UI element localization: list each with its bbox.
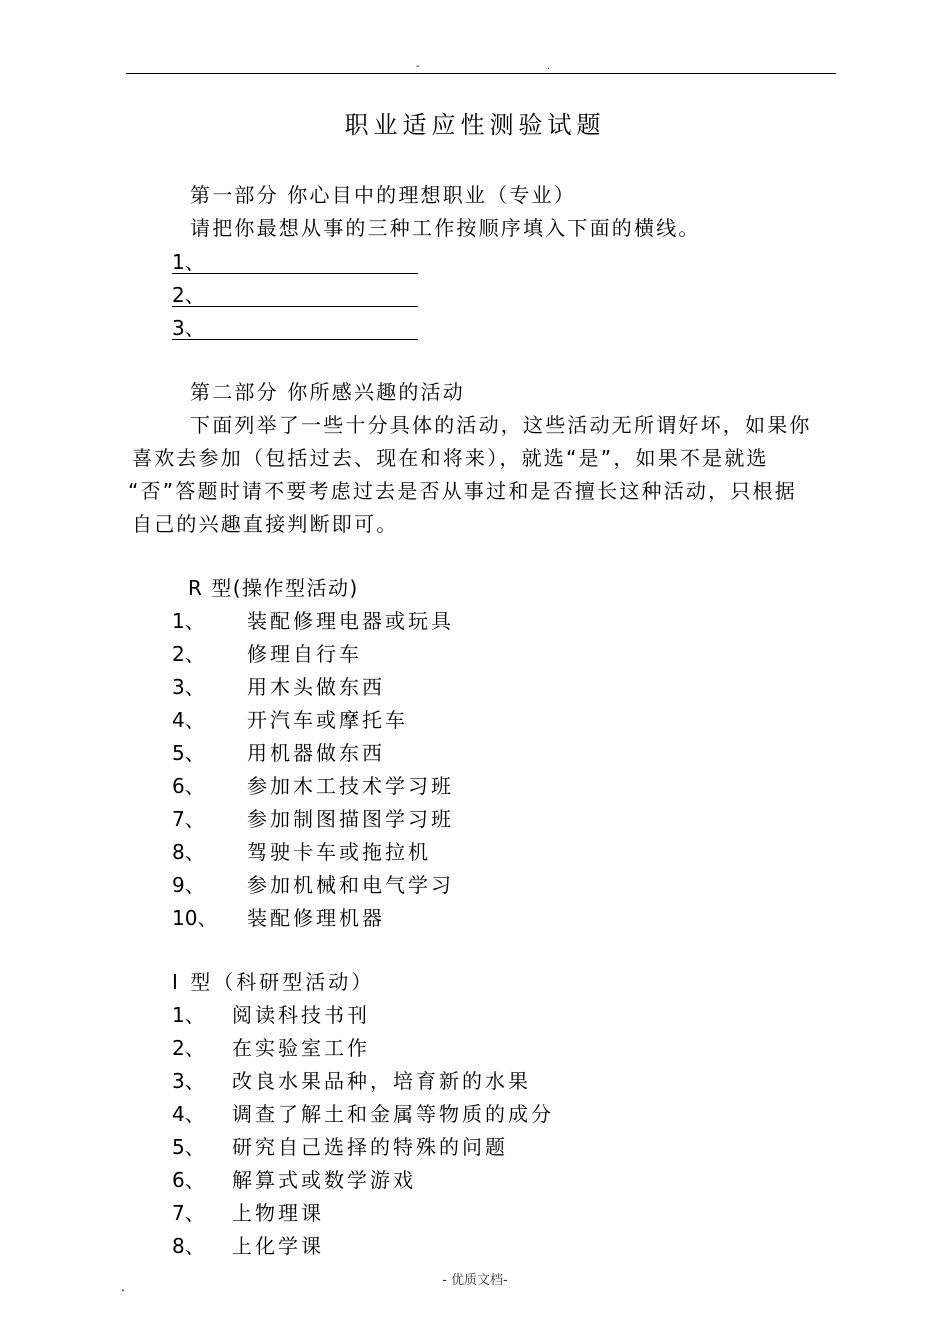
list-item-text: 在实验室工作 (232, 1036, 370, 1060)
list-item-number: 8、 (172, 1234, 205, 1258)
header-rule (126, 73, 836, 74)
answer-blank-2-label: 2、 (172, 283, 205, 307)
answer-blank-1-label: 1、 (172, 250, 205, 274)
list-item-text: 参加制图描图学习班 (247, 807, 454, 831)
list-item-number: 3、 (172, 1069, 205, 1093)
list-item-number: 6、 (172, 1168, 205, 1192)
list-item-number: 8、 (172, 840, 205, 864)
list-item-text: 修理自行车 (247, 642, 362, 666)
list-item-text: 调查了解土和金属等物质的成分 (232, 1102, 554, 1126)
list-item-text: 装配修理电器或玩具 (247, 609, 454, 633)
list-item-number: 10、 (172, 906, 218, 930)
page-footer: - 优质文档- (442, 1273, 508, 1288)
list-item-number: 7、 (172, 1201, 205, 1225)
part2-paragraph-line: 喜欢去参加（包括过去、现在和将来），就选“是”，如果不是就选 (132, 446, 769, 470)
answer-blank-3-label: 3、 (172, 316, 205, 340)
list-item-number: 5、 (172, 741, 205, 765)
answer-blank-2-line[interactable] (172, 306, 418, 307)
list-item-number: 2、 (172, 642, 205, 666)
list-item-number: 1、 (172, 609, 205, 633)
list-item-number: 4、 (172, 708, 205, 732)
list-item-text: 解算式或数学游戏 (232, 1168, 416, 1192)
list-item-number: 1、 (172, 1003, 205, 1027)
section-r-heading: R 型(操作型活动) (188, 576, 359, 600)
list-item-text: 用木头做东西 (247, 675, 385, 699)
list-item-text: 开汽车或摩托车 (247, 708, 408, 732)
list-item-text: 用机器做东西 (247, 741, 385, 765)
list-item-number: 2、 (172, 1036, 205, 1060)
section-i-heading: I 型（科研型活动） (172, 970, 375, 994)
list-item-text: 阅读科技书刊 (232, 1003, 370, 1027)
list-item-text: 上物理课 (232, 1201, 324, 1225)
list-item-text: 改良水果品种，培育新的水果 (232, 1069, 531, 1093)
part2-paragraph-line: 下面列举了一些十分具体的活动，这些活动无所谓好坏，如果你 (190, 413, 812, 437)
list-item-text: 装配修理机器 (247, 906, 385, 930)
list-item-text: 参加木工技术学习班 (247, 774, 454, 798)
part2-heading: 第二部分 你所感兴趣的活动 (190, 380, 465, 404)
answer-blank-3-line[interactable] (172, 339, 418, 340)
list-item-text: 上化学课 (232, 1234, 324, 1258)
list-item-number: 3、 (172, 675, 205, 699)
list-item-number: 4、 (172, 1102, 205, 1126)
header-left-mark: - (416, 61, 420, 72)
list-item-number: 6、 (172, 774, 205, 798)
list-item-text: 研究自己选择的特殊的问题 (232, 1135, 508, 1159)
part2-paragraph-line: “否”答题时请不要考虑过去是否从事过和是否擅长这种活动，只根据 (128, 479, 797, 503)
part2-paragraph-line: 自己的兴趣直接判断即可。 (132, 512, 399, 536)
header-right-mark: . (547, 61, 551, 72)
list-item-number: 5、 (172, 1135, 205, 1159)
part1-instruction: 请把你最想从事的三种工作按顺序填入下面的横线。 (190, 216, 701, 240)
list-item-number: 9、 (172, 873, 205, 897)
list-item-number: 7、 (172, 807, 205, 831)
list-item-text: 参加机械和电气学习 (247, 873, 454, 897)
part1-heading: 第一部分 你心目中的理想职业（专业） (190, 183, 576, 207)
document-title: 职业适应性测验试题 (344, 111, 606, 139)
answer-blank-1-line[interactable] (172, 273, 418, 274)
footer-left-mark: . (121, 1280, 125, 1294)
list-item-text: 驾驶卡车或拖拉机 (247, 840, 431, 864)
